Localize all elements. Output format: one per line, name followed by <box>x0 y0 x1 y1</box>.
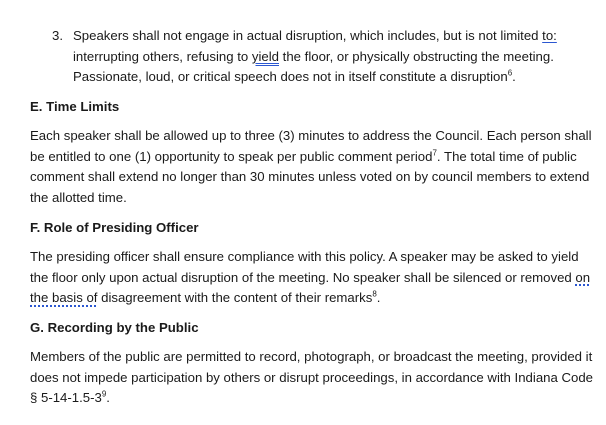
grammar-mark[interactable]: yield <box>251 48 279 64</box>
text-run: . <box>106 390 110 405</box>
list-number: 3. <box>52 28 63 43</box>
footnote-ref[interactable]: 9 <box>101 389 107 399</box>
section-heading-recording: G. Recording by the Public <box>30 320 199 335</box>
paragraph-presiding-officer[interactable] <box>30 247 596 309</box>
grammar-mark[interactable]: on the basis of <box>30 269 591 305</box>
footnote-ref[interactable]: 8 <box>372 289 377 299</box>
text-run: disagreement with the content of their remarks <box>97 290 373 305</box>
text-run: Each speaker shall be allowed up to three (3) minutes to address the Council. Each person shall be entitled to one (1) opportunity to speak per public comment period <box>30 128 592 164</box>
section-heading-presiding-officer: F. Role of Presiding Officer <box>30 220 199 235</box>
list-item-text[interactable] <box>73 26 593 88</box>
grammar-mark[interactable]: to: <box>542 28 557 43</box>
text-run: Speakers shall not engage in actual disruption, which includes, but is not limited <box>73 28 543 43</box>
footnote-ref[interactable]: 7 <box>432 148 437 158</box>
text-run: interrupting others, refusing to <box>73 48 252 64</box>
footnote-ref[interactable]: 6 <box>507 68 513 78</box>
text-run: . The total time of public comment shall extend no longer than 30 minutes unless voted on by council members to extend the allotted time. <box>30 148 590 205</box>
text-run: . <box>512 69 516 84</box>
text-run: . <box>376 290 381 305</box>
paragraph-time-limits[interactable] <box>30 126 596 208</box>
paragraph-recording[interactable] <box>30 347 596 409</box>
text-run: The presiding officer shall ensure compliance with this policy. A speaker may be asked to yield the floor only upon actual disruption of the meeting. No speaker shall be silenced or removed <box>30 249 579 285</box>
section-heading-time-limits: E. Time Limits <box>30 99 120 114</box>
text-run: Members of the public are permitted to record, photograph, or broadcast the meeting, provided it does not impede participation by others or disrupt proceedings, in accordance with Indiana Code § 5-14-1.5-3 <box>30 349 594 405</box>
text-run: the floor, or physically obstructing the meeting. Passionate, loud, or critical speech does not in itself constitute a disruption <box>73 48 554 84</box>
